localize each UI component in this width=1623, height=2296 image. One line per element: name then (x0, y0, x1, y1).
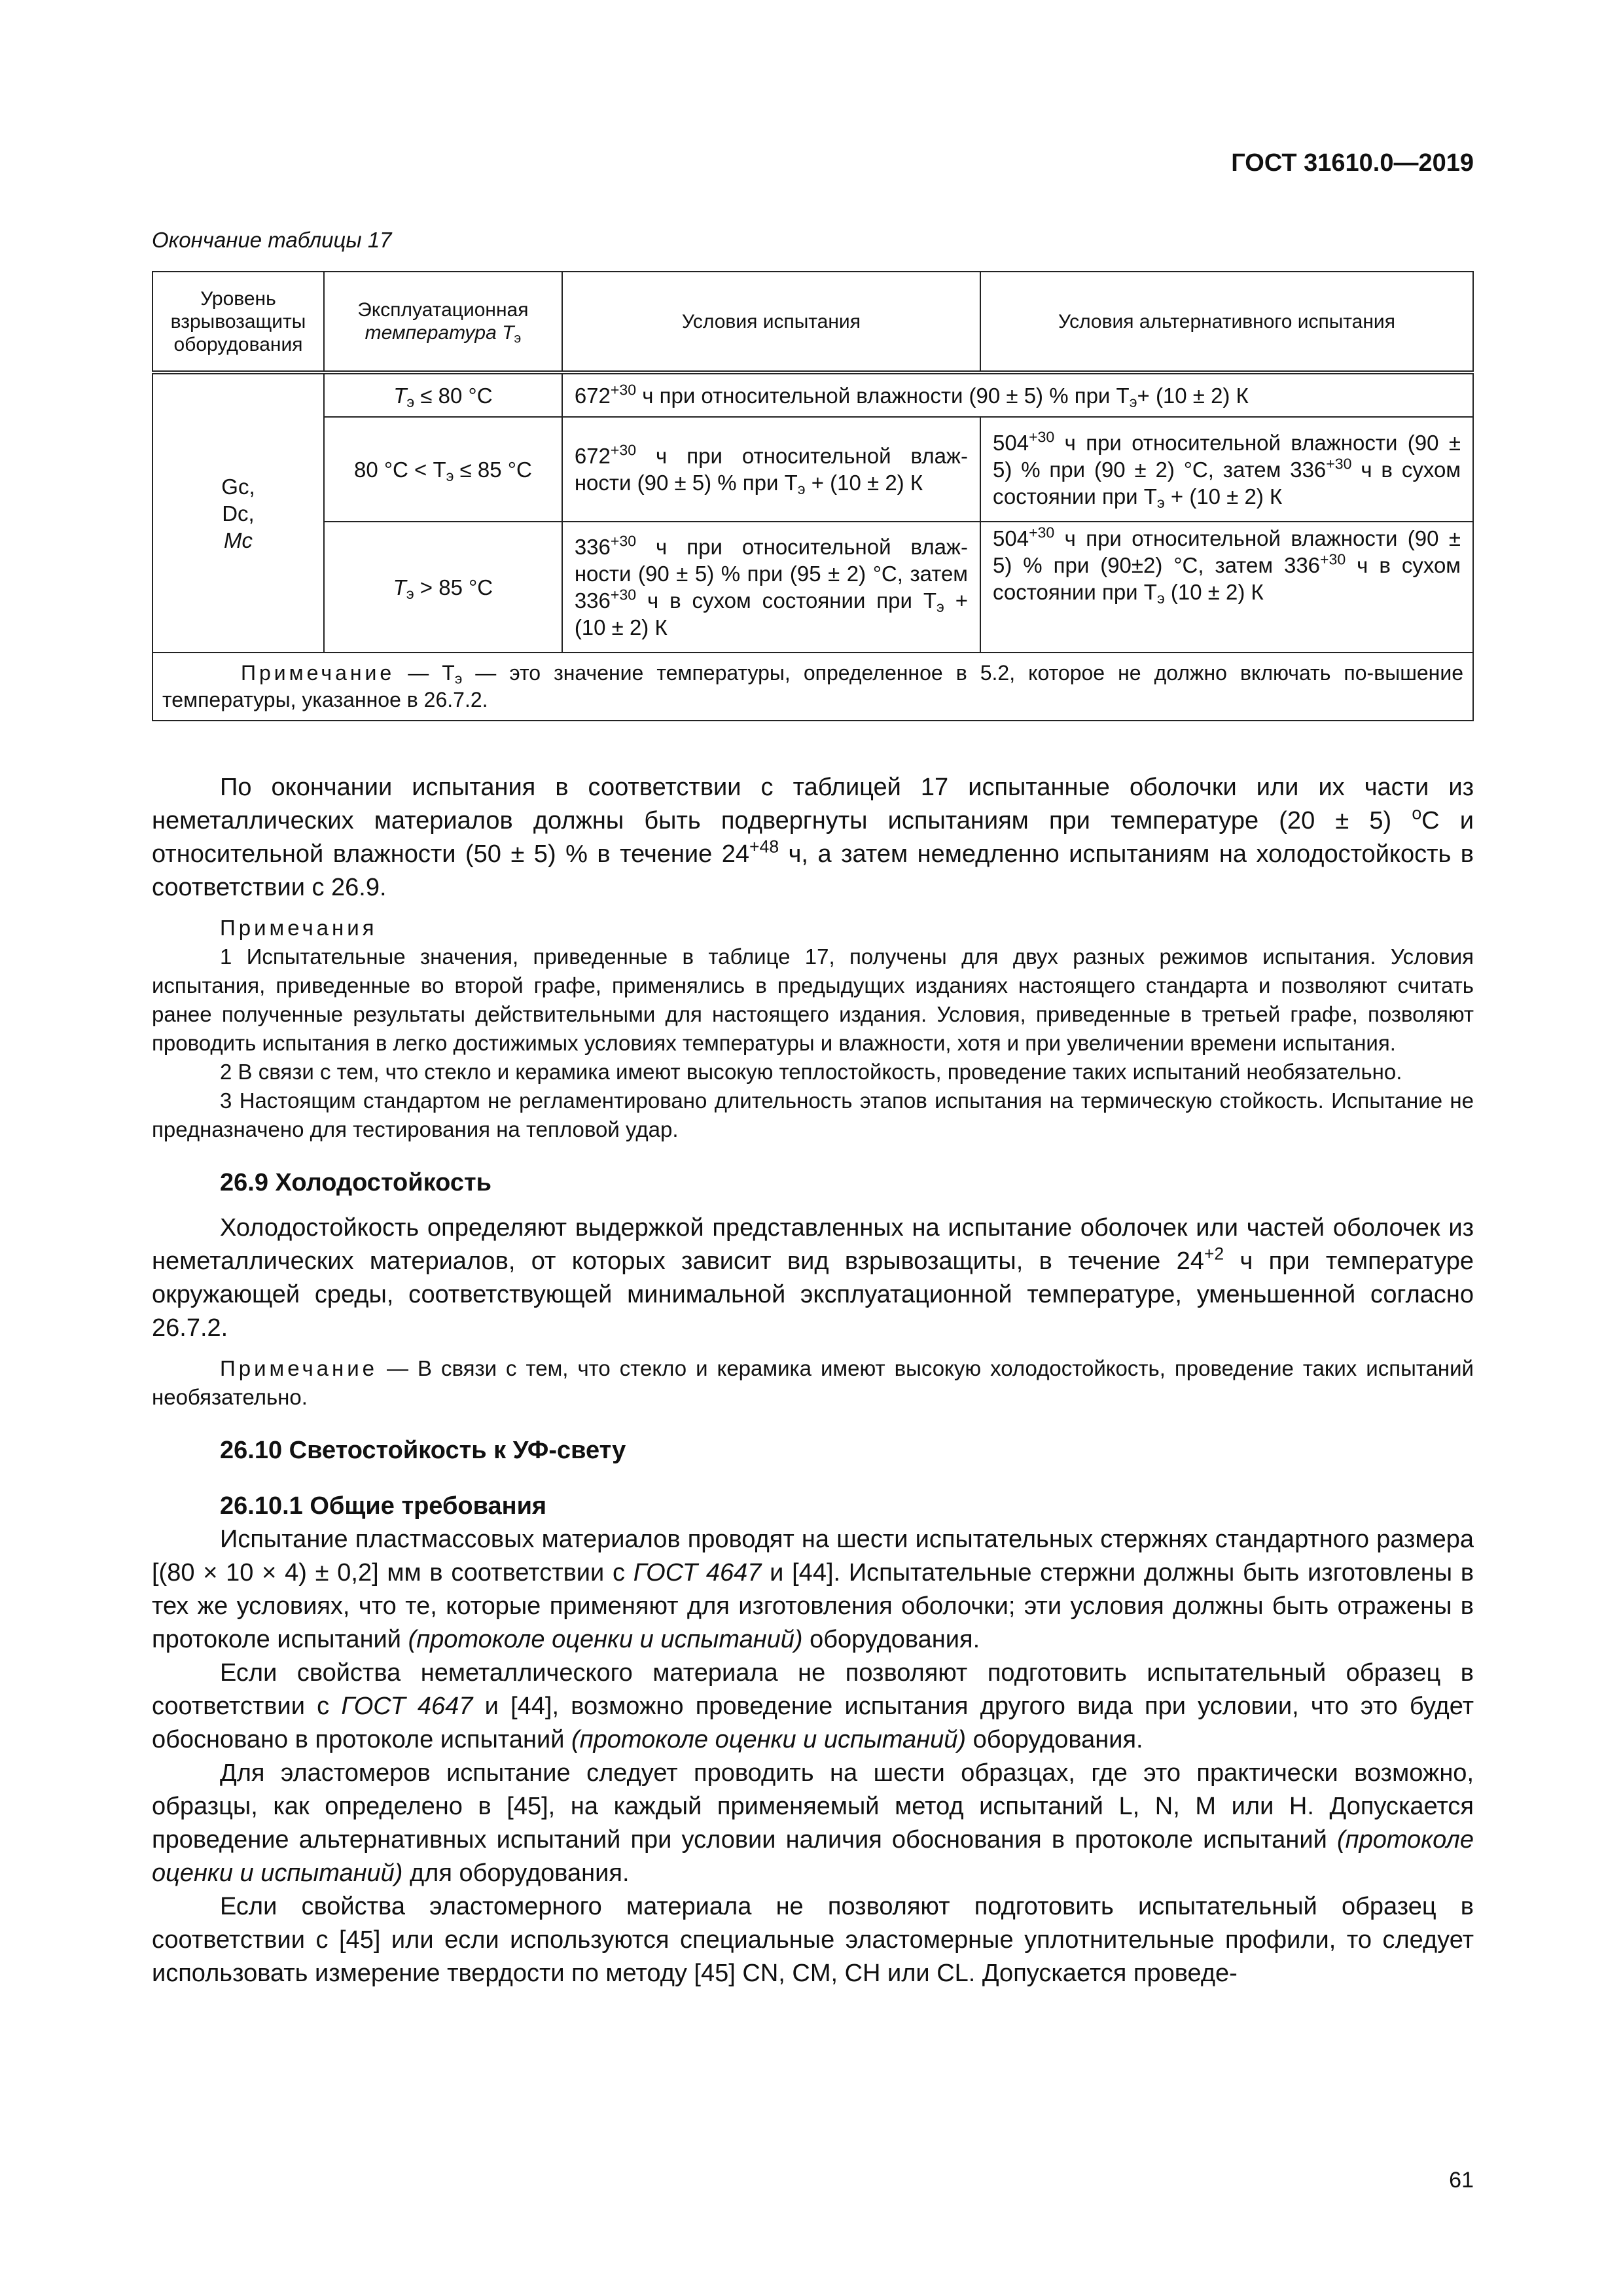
note-item: Примечание — В связи с тем, что стекло и керамика имеют высокую холодостойкость, проведение таких испытаний необязательно. (152, 1356, 1474, 1409)
header-protection-level: Уровень взрывозащиты оборудования (152, 272, 324, 372)
table-row (152, 417, 1473, 522)
table-caption: Окончание таблицы 17 (152, 228, 392, 252)
note-item: 2 В связи с тем, что стекло и керамика имеют высокую теплостойкость, проведение таких испытаний необязательно. (220, 1060, 1402, 1084)
note-item: 1 Испытательные значения, приведенные в таблице 17, получены для двух разных режимов испытания. Условия испытания, приведенные во второй графе, применялись в предыдущих изданиях настоящего стандарта и позволяют считать ранее полученные результаты действительными для настоящего издания. Условия, приведенные в третьей графе, позволяют проводить испытания в легко достижимых условиях температуры и влажности, хотя и при увеличении времени испытания. (152, 944, 1474, 1055)
table-row (152, 372, 1473, 417)
table-row (152, 522, 1473, 653)
table-note-row (152, 653, 1473, 721)
paragraph: По окончании испытания в соответствии с таблицей 17 испытанные оболочки или их части из неметаллических материалов должны быть подвергнуты испытаниям при температуре (20 ± 5) $^о$С и относительной влажности (50 ± 5) % в течение $24^{+48}$ ч, а затем немедленно испытаниям на холодостойкость в соответствии с 26.9. (152, 774, 1474, 901)
alt-condition-cell: $504^{+30}$ ч при относительной влажности (90 ± 5) % при (90±2) °С, затем $336^{+30}$ ч в сухом состоянии при $T_э$ (10 ± 2) К (980, 522, 1473, 653)
table-note: Примечание — $T_э$ — это значение температуры, определенное в 5.2, которое не должно включать по-вышение температуры, указанное в 26.7.2. (152, 653, 1473, 721)
table-header-row (152, 272, 1473, 372)
notes-title: Примечания (220, 916, 378, 940)
condition-cell: $672^{+30}$ ч при относительной влаж-ности (90 ± 5) % при $T_э + (10 \pm 2)$ К (562, 417, 980, 522)
note-item: 3 Настоящим стандартом не регламентировано длительность этапов испытания на термическую стойкость. Испытание не предназначено для тестирования на тепловой удар. (152, 1088, 1474, 1141)
header-operating-temp: Эксплуатационная температура $T_э$ (324, 272, 562, 372)
document-header: ГОСТ 31610.0—2019 (1231, 149, 1474, 177)
paragraph: Если свойства неметаллического материала не позволяют подготовить испытательный образец в соответствии с ГОСТ 4647 и [44], возможно проведение испытания другого вида при условии, что это будет обосновано в протоколе испытаний (протоколе оценки и испытаний) оборудования. (152, 1659, 1474, 1753)
temp-cell: $T_э > 85$ °С (324, 522, 562, 653)
condition-cell: $336^{+30}$ ч при относительной влаж-ности (90 ± 5) % при (95 ± 2) °С, затем $336^{+30}$ ч в сухом состоянии при $T_э + (10 \pm 2)$ К (562, 522, 980, 653)
paragraph: Если свойства эластомерного материала не позволяют подготовить испытательный образец в соответствии с [45] или если используются специальные эластомерные уплотнительные профили, то следует использовать измерение твердости по методу [45] CN, CM, CH или CL. Допускается проведе- (152, 1893, 1474, 1987)
paragraph: Испытание пластмассовых материалов проводят на шести испытательных стержнях стандартного размера [(80 × 10 × 4) ± 0,2] мм в соответствии с ГОСТ 4647 и [44]. Испытательные стержни должны быть изготовлены в тех же условиях, что те, которые применяют для изготовления оболочки; эти условия должны быть отражены в протоколе испытаний (протоколе оценки и испытаний) оборудования. (152, 1526, 1474, 1653)
page-number: 61 (1449, 2168, 1474, 2193)
condition-cell: $672^{+30}$ ч при относительной влажности (90 ± 5) % при $T_э+ (10 \pm 2)$ К (562, 372, 1473, 417)
paragraph: Для эластомеров испытание следует проводить на шести образцах, где это практически возможно, образцы, как определено в [45], на каждый применяемый метод испытаний L, N, M или H. Допускается проведение альтернативных испытаний при условии наличия обоснования в протоколе испытаний (протоколе оценки и испытаний) для оборудования. (152, 1759, 1474, 1887)
section-heading: 26.10 Светостойкость к УФ-свету (220, 1437, 626, 1464)
document-page (152, 0, 1474, 2296)
temp-cell: 80 $^\circ С < T_э \le 85$ °С (324, 417, 562, 522)
protection-level-cell: Gc, Dc, Mc (152, 372, 324, 653)
subsection-heading: 26.10.1 Общие требования (220, 1492, 547, 1520)
header-test-conditions: Условия испытания (562, 272, 980, 372)
header-alt-test-conditions: Условия альтернативного испытания (980, 272, 1473, 372)
table-17 (152, 271, 1474, 721)
alt-condition-cell: $504^{+30}$ ч при относительной влажности (90 ± 5) % при (90 ± 2) °С, затем $336^{+30}$ ч в сухом состоянии при $T_э + (10 \pm 2)$ К (980, 417, 1473, 522)
paragraph: Холодостойкость определяют выдержкой представленных на испытание оболочек или частей оболочек из неметаллических материалов, от которых зависит вид взрывозащиты, в течение $24^{+2}$ ч при температуре окружающей среды, соответствующей минимальной эксплуатационной температуре, уменьшенной согласно 26.7.2. (152, 1214, 1474, 1342)
temp-cell: $T_э \le 80$ °С (324, 372, 562, 417)
section-heading: 26.9 Холодостойкость (220, 1169, 491, 1196)
body-text (152, 771, 1474, 1990)
